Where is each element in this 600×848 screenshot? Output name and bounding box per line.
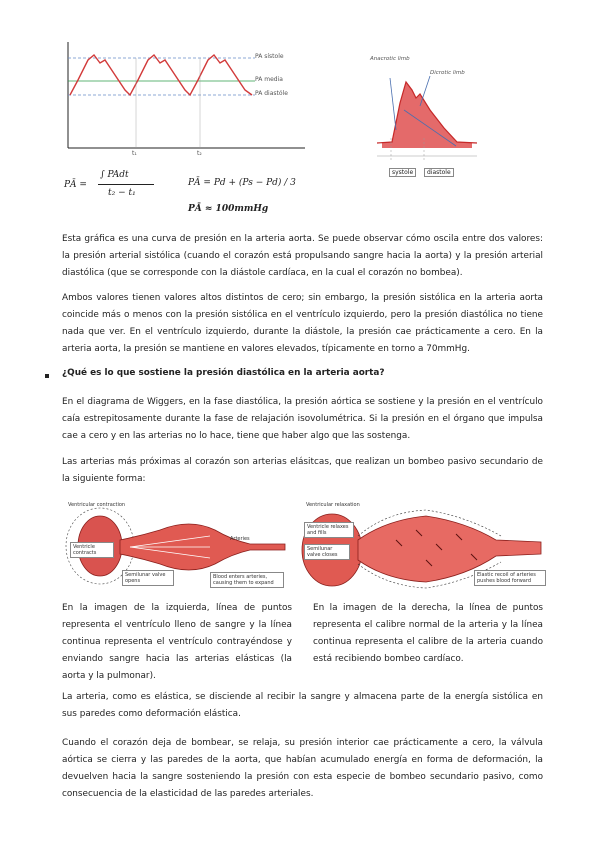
pulse-wave-svg [372, 48, 482, 186]
contraction-box-3: Blood enters arteries, causing them to expand [210, 572, 284, 588]
pulse-fill [382, 82, 472, 148]
paragraph-1: Esta gráfica es una curva de presión en la arteria aorta. Se puede observar cómo oscila entre dos valores: la presión arterial sistólica (cuando el corazón está propulsando sangre hacia la aorta) y la presión arterial diastólica (que se corresponde con la diástole cardíaca, en la cual el corazón no bombea). [62, 234, 543, 278]
caption-left: En la imagen de la izquierda, línea de puntos representa el ventrículo lleno de sangre y la línea continua representa el ventrículo contrayéndose y enviando sangre hacia las arterias elásticas (la aorta y la pulmonar). [62, 603, 292, 681]
diagram-ventricular-relaxation [296, 500, 546, 592]
contraction-title: Ventricular contraction [68, 502, 126, 508]
paragraph-3: En el diagrama de Wiggers, en la fase diastólica, la presión aórtica se sostiene y la presión en el ventrículo caía estrepitosamente durante la fase de relajación isovolumétrica. Si la presión en el órgano que impulsa cae a cero y en las arterias no lo hace, tiene que haber algo que las sostenga. [62, 397, 543, 441]
relaxation-title: Ventricular relaxation [306, 502, 360, 508]
caption-right: En la imagen de la derecha, la línea de puntos representa el calibre normal de la arteria y la línea continua representa el calibre de la arteria cuando está recibiendo bombeo cardíaco. [313, 603, 543, 664]
pressure-curve [70, 55, 252, 95]
anacrotic-arrow [390, 78, 396, 130]
paragraph-2: Ambos valores tienen valores altos distintos de cero; sin embargo, la presión sistólica en la arteria aorta coincide más o menos con la presión sistólica en el ventrículo izquierdo, pero la presión diastólica no tiene nada que ver. En el ventrículo izquierdo, durante la diástole, la presión cae prácticamente a cero. En la arteria aorta, la presión se mantiene en valores elevados, típicamente en torno a 70mmHg. [62, 293, 543, 354]
contraction-box-1: Ventricle contracts [70, 542, 114, 558]
paragraph-5: La arteria, como es elástica, se disciende al recibir la sangre y almacena parte de la energía sistólica en sus paredes como deformación elástica. [62, 692, 543, 719]
formula1-lhs: PĀ = [64, 180, 87, 190]
formula1-numerator: ∫ PAdt [100, 170, 129, 180]
label-dicrotic: Dicrotic limb [430, 70, 465, 76]
formula1-fraction-bar [98, 184, 154, 185]
label-anacrotic: Anacrotic limb [370, 56, 410, 62]
formula-mean-value: PĀ ≈ 100mmHg [188, 204, 269, 214]
label-t1: t₁ [132, 150, 137, 157]
label-diastole: diastole [424, 168, 454, 177]
formula-mean-integral [64, 168, 164, 202]
formula1-denominator: t₂ − t₁ [108, 188, 136, 198]
label-pa-systolic: PA sístole [255, 53, 284, 60]
bullet-question: ¿Qué es lo que sostiene la presión diastólica en la arteria aorta? [62, 368, 385, 378]
label-systole: systole [389, 168, 416, 177]
diagram-ventricular-contraction [60, 500, 290, 592]
paragraph-4: Las arterias más próximas al corazón son arterias elásitcas, que realizan un bombeo pasivo secundario de la siguiente forma: [62, 457, 543, 484]
bullet-marker [45, 374, 49, 378]
arteries-label: Arteries [230, 536, 250, 542]
relaxation-box-2: Semilunar valve closes [304, 544, 350, 560]
contraction-box-2: Semilunar valve opens [122, 570, 174, 586]
paragraph-6: Cuando el corazón deja de bombear, se relaja, su presión interior cae prácticamente a cero, la válvula aórtica se cierra y las paredes de la aorta, que habían acumulado energía en forma de deformación, la devuelven hacia la sangre sosteniendo la presión con esta especie de bombeo secundario pasivo, como consecuencia de la elasticidad de las paredes arteriales. [62, 738, 543, 799]
relaxation-box-3: Elastic recoil of arteries pushes blood forward [474, 570, 546, 586]
label-pa-diastolic: PA diastóle [255, 90, 288, 97]
formula-mean-approx: PĀ = Pd + (Ps − Pd) / 3 [188, 178, 296, 188]
relaxation-box-1: Ventricle relaxes and fills [304, 522, 354, 538]
pulse-wave-graph [372, 48, 482, 186]
aortic-pressure-graph [60, 40, 310, 160]
label-pa-mean: PA media [255, 76, 283, 83]
label-t2: t₂ [197, 150, 202, 157]
